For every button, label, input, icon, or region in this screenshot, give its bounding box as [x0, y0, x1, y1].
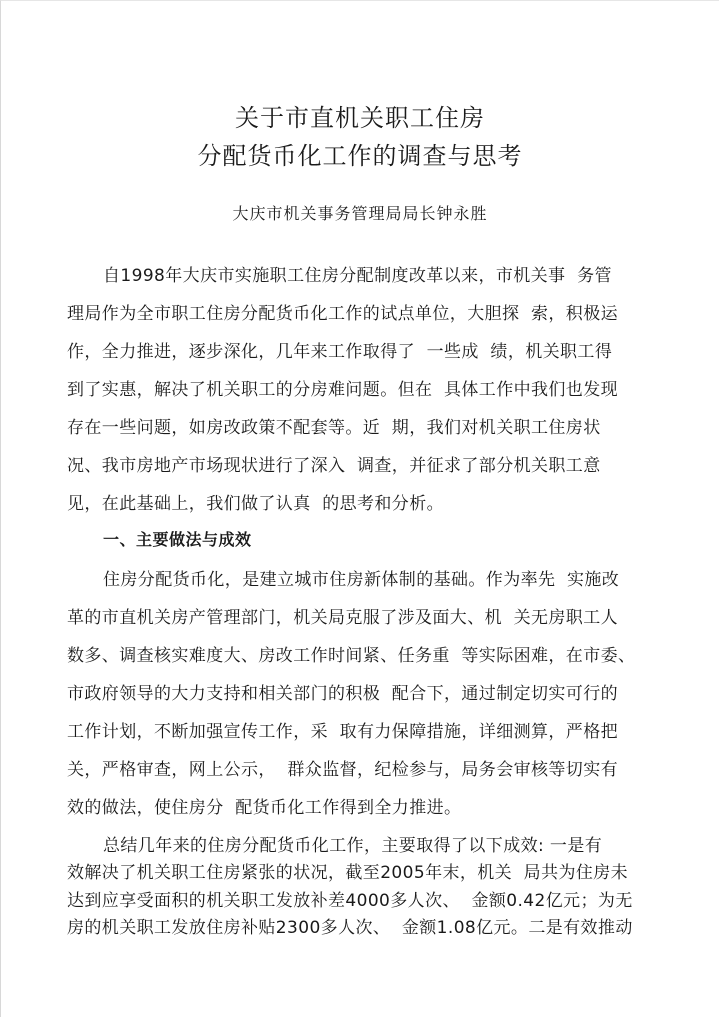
paragraph-2-line: 革的市直机关房产管理部门，机关局克服了涉及面大、机 关无房职工人	[67, 608, 619, 628]
paragraph-2-line: 数多、调查核实难度大、房改工作时间紧、任务重 等实际困难，在市委、	[67, 646, 636, 666]
paragraph-1-line: 存在一些问题，如房改政策不配套等。近 期，我们对机关职工住房状	[67, 418, 601, 438]
document-title-line-2: 分配货币化工作的调查与思考	[197, 142, 523, 170]
paragraph-1-line: 见，在此基础上，我们做了认真 的思考和分析。	[67, 494, 445, 514]
section-heading: 一、主要做法与成效	[103, 530, 252, 549]
paragraph-2-line: 住房分配货币化，是建立城市住房新体制的基础。作为率先 实施改	[103, 570, 620, 590]
paragraph-2-line: 关，严格审查，网上公示， 群众监督，纪检参与，局务会审核等切实有	[67, 760, 619, 780]
document-title-line-1: 关于市直机关职工住房	[235, 104, 485, 132]
paragraph-3-line: 效解决了机关职工住房紧张的状况，截至2005年末，机关 局共为住房未	[67, 863, 629, 883]
document-author: 大庆市机关事务管理局局长钟永胜	[232, 204, 488, 223]
paragraph-3-line: 达到应享受面积的机关职工发放补差4000多人次、 金额0.42亿元；为无	[67, 891, 633, 911]
paragraph-2-line: 效的做法，使住房分 配货币化工作得到全力推进。	[67, 798, 462, 818]
paragraph-1-line: 作，全力推进，逐步深化，几年来工作取得了 一些成 绩，机关职工得	[67, 342, 613, 362]
paragraph-2-line: 市政府领导的大力支持和相关部门的积极 配合下，通过制定切实可行的	[67, 684, 619, 704]
paragraph-1-line: 况、我市房地产市场现状进行了深入 调查，并征求了部分机关职工意	[67, 456, 601, 476]
paragraph-3-line: 房的机关职工发放住房补贴2300多人次、 金额1.08亿元。二是有效推动	[67, 918, 633, 938]
paragraph-2-line: 工作计划，不断加强宣传工作，采 取有力保障措施，详细测算，严格把	[67, 722, 619, 742]
paragraph-1-line: 理局作为全市职工住房分配货币化工作的试点单位，大胆探 索，积极运	[67, 304, 619, 324]
paragraph-3-line: 总结几年来的住房分配货币化工作，主要取得了以下成效: 一是有	[103, 836, 603, 856]
paragraph-1-line: 自1998年大庆市实施职工住房分配制度改革以来，市机关事 务管	[103, 266, 612, 286]
paragraph-1-line: 到了实惠，解决了机关职工的分房难问题。但在 具体工作中我们也发现	[67, 380, 619, 400]
